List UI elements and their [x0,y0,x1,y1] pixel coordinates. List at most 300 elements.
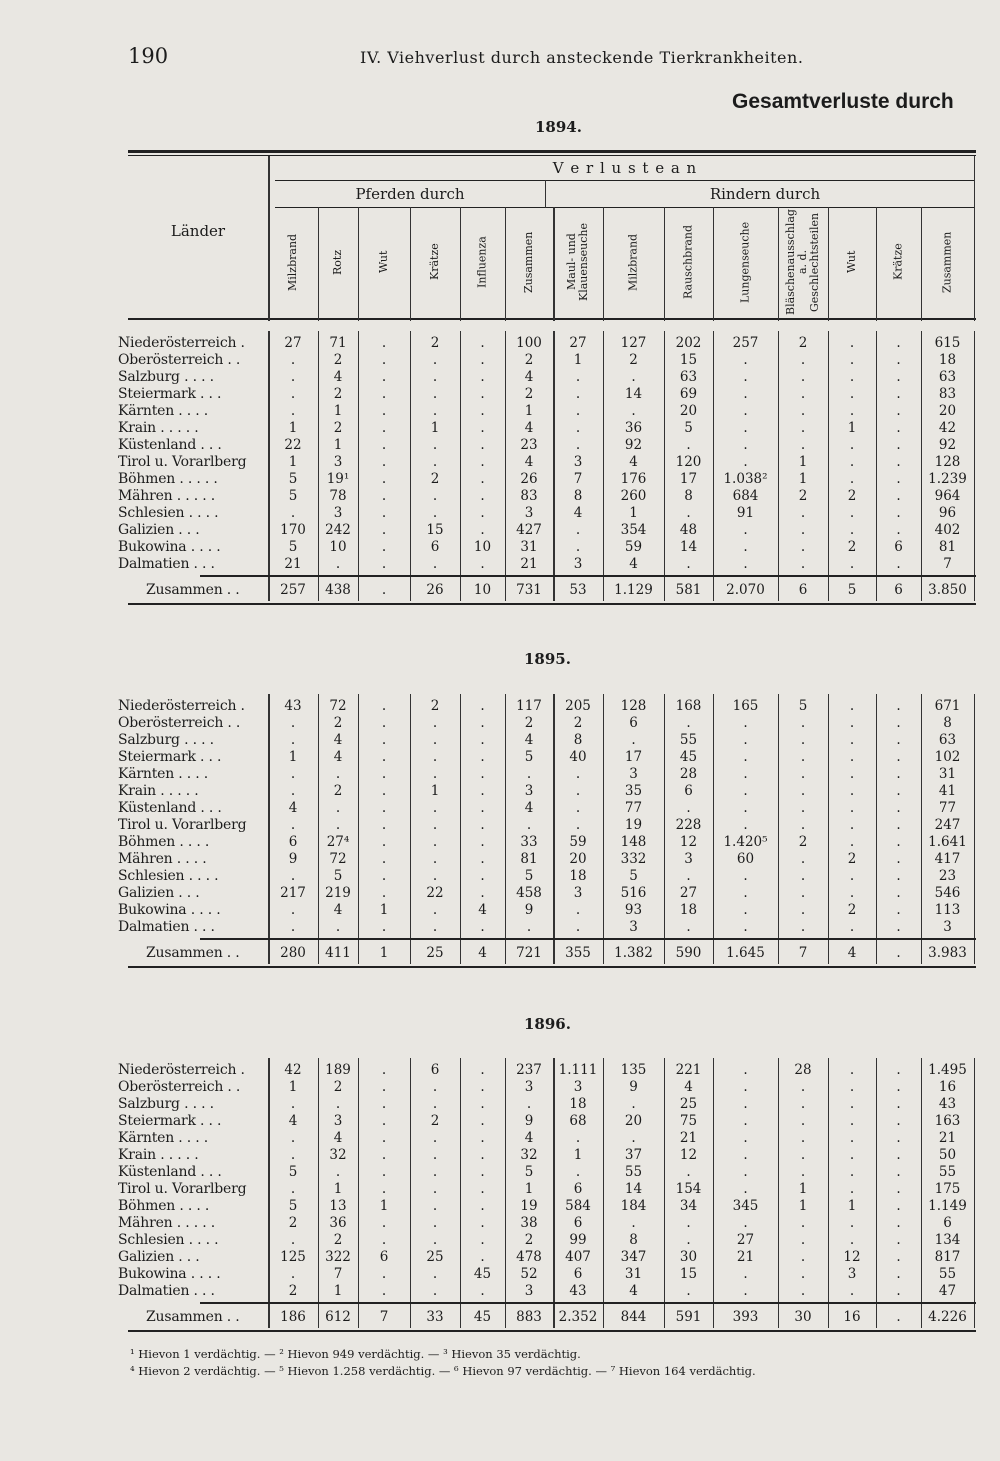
table-cell: 19 [520,1198,538,1214]
land-name: Oberösterreich . . [118,715,241,731]
land-name: Mähren . . . . [118,851,207,867]
table-cell: . [896,1130,901,1146]
table-cell: 16 [938,1079,957,1095]
land-name: Galizien . . . [118,1249,200,1265]
table-cell: 50 [938,1147,957,1163]
table-cell: 34 [679,1198,698,1214]
table-cell: 4 [288,800,298,816]
table-cell: . [480,1113,485,1129]
table-cell: 8 [629,1232,638,1248]
table-cell: . [575,522,581,538]
table-cell: 47 [938,1283,957,1299]
table-cell: 2 [430,1113,440,1129]
land-name: Tirol u. Vorarlberg [118,454,247,470]
table-cell: 189 [325,1062,351,1078]
land-name: Niederösterreich . [118,1062,245,1078]
table-cell: 127 [620,335,647,351]
table-cell: . [480,556,485,572]
table-cell: . [575,420,581,436]
total-cell: 6 [798,582,808,598]
column-header-4: Krätze [428,243,441,281]
table-cell: 6 [684,783,693,799]
table-row [0,335,1000,352]
table-cell: . [480,1164,485,1180]
table-cell: 9 [524,1113,534,1129]
table-cell: . [381,352,387,368]
land-name: Tirol u. Vorarlberg [118,817,247,833]
table-cell: 2 [573,715,583,731]
table-cell: 27⁴ [326,834,350,850]
table-cell: . [849,868,855,884]
table-cell: . [432,1147,438,1163]
column-header-9: Rauschbrand [681,224,695,300]
table-cell: . [575,919,581,935]
column-header-14: Zusammen [940,231,954,293]
table-cell: 23 [520,437,538,453]
table-cell: . [381,885,387,901]
table-cell: 10 [473,539,492,555]
table-cell: 516 [620,885,647,901]
table-cell: 8 [684,488,693,504]
table-cell: . [575,386,581,402]
table-cell: . [480,522,485,538]
table-cell: . [896,403,901,419]
table-cell: . [800,902,806,918]
header-divider-col-7 [603,207,604,321]
table-row [0,522,1000,539]
table-cell: 205 [565,698,591,714]
table-cell: 260 [620,488,647,504]
table-cell: 17 [679,471,698,487]
table-cell: . [575,783,581,799]
table-cell: 20 [569,851,587,867]
table-cell: . [290,369,296,385]
table-cell: 10 [329,539,347,555]
table-cell: 1 [798,454,808,470]
table-row [0,800,1000,817]
table-cell: . [290,817,296,833]
table-cell: . [743,1147,748,1163]
table-cell: . [800,1249,806,1265]
land-name: Krain . . . . . [118,783,199,799]
table-cell: 242 [325,522,351,538]
table-row [0,1215,1000,1232]
year-1894: 1894. [535,118,582,136]
total-cell: . [381,582,387,598]
table-cell: . [480,851,485,867]
table-cell: . [432,817,438,833]
table-cell: 35 [624,783,643,799]
table-cell: . [896,749,901,765]
table-cell: 42 [284,1062,302,1078]
table-row [0,1232,1000,1249]
table-cell: . [526,766,532,782]
table-cell: 354 [620,522,647,538]
table-cell: 5 [524,749,534,765]
table-cell: . [480,885,485,901]
table-cell: 4 [333,902,343,918]
table-cell: . [896,1181,901,1197]
table-cell: 55 [624,1164,643,1180]
table-cell: . [432,749,438,765]
table-cell: . [480,783,485,799]
total-label: Zusammen . . [146,582,240,598]
table-cell: 18 [938,352,957,368]
table-cell: . [896,868,901,884]
table-cell: 2 [288,1283,298,1299]
table-cell: 102 [934,749,961,765]
table-cell: . [575,766,581,782]
table-cell: . [743,885,748,901]
table-cell: . [896,505,901,521]
table-cell: 14 [624,386,643,402]
table-cell: 14 [679,539,698,555]
table-cell: . [480,868,485,884]
total-cell: 186 [280,1309,306,1325]
table-cell: 77 [624,800,643,816]
land-name: Tirol u. Vorarlberg [118,1181,247,1197]
table-cell: 163 [934,1113,961,1129]
table-cell: 3 [524,1283,534,1299]
table-cell: . [381,505,387,521]
block-bottom-rule [128,603,976,605]
total-label: Zusammen . . [146,945,240,961]
table-cell: . [381,471,387,487]
table-cell: . [381,698,387,714]
land-name: Krain . . . . . [118,420,199,436]
table-cell: . [686,1215,691,1231]
table-cell: . [743,732,748,748]
table-cell: . [849,1147,855,1163]
table-cell: . [743,1130,748,1146]
table-cell: 684 [732,488,759,504]
table-cell: . [896,783,901,799]
total-cell: 3.850 [928,582,967,598]
table-cell: . [849,1215,855,1231]
land-name: Galizien . . . [118,885,200,901]
total-cell: 3.983 [928,945,967,961]
table-cell: . [480,1232,485,1248]
table-cell: . [381,1062,387,1078]
table-cell: . [575,817,581,833]
table-cell: . [743,783,748,799]
table-cell: 5 [333,868,343,884]
table-cell: . [800,1079,806,1095]
table-cell: . [432,505,438,521]
table-cell: 21 [520,556,538,572]
table-cell: . [290,919,296,935]
table-cell: . [290,403,296,419]
table-cell: 5 [288,471,298,487]
table-cell: 1.420⁵ [723,834,768,850]
table-cell: . [290,902,296,918]
table-cell: 71 [329,335,347,351]
table-cell: . [432,732,438,748]
land-name: Dalmatien . . . [118,1283,215,1299]
table-cell: . [290,1232,296,1248]
table-cell: 30 [679,1249,698,1265]
total-cell: 33 [426,1309,444,1325]
table-cell: 5 [798,698,808,714]
table-cell: 175 [934,1181,961,1197]
table-cell: . [849,335,855,351]
table-cell: . [381,1266,387,1282]
table-cell: . [896,766,901,782]
table-cell: 28 [679,766,698,782]
table-cell: . [800,885,806,901]
table-cell: 3 [333,1113,343,1129]
table-cell: . [381,539,387,555]
table-cell: . [800,522,806,538]
table-row [0,1249,1000,1266]
land-name: Küstenland . . . [118,437,222,453]
total-cell: 591 [675,1309,702,1325]
table-cell: 2 [798,488,808,504]
land-name: Steiermark . . . [118,386,222,402]
table-row [0,505,1000,522]
land-name: Schlesien . . . . [118,505,219,521]
table-cell: . [631,403,636,419]
table-cell: 1 [333,1181,343,1197]
table-cell: 9 [629,1079,638,1095]
table-cell: . [896,1215,901,1231]
table-cell: . [335,817,341,833]
table-cell: . [432,800,438,816]
table-cell: . [896,817,901,833]
table-cell: 31 [520,539,538,555]
table-cell: 2 [798,335,808,351]
header-divider-col-10 [778,207,779,321]
table-cell: . [686,1164,691,1180]
table-cell: . [849,1283,855,1299]
table-cell: 3 [524,783,534,799]
table-cell: . [480,1215,485,1231]
total-cell: 438 [325,582,351,598]
table-cell: . [686,919,691,935]
table-cell: 257 [732,335,759,351]
table-cell: 28 [794,1062,812,1078]
total-cell: 280 [280,945,306,961]
table-cell: 1.239 [928,471,967,487]
table-cell: . [335,919,341,935]
table-cell: 128 [934,454,961,470]
table-cell: 6 [573,1181,583,1197]
table-cell: . [432,1215,438,1231]
header-divider-col-3 [410,207,411,321]
table-cell: 1 [379,902,389,918]
table-cell: 1.111 [558,1062,598,1078]
land-name: Oberösterreich . . [118,1079,241,1095]
table-cell: . [743,369,748,385]
table-cell: . [800,919,806,935]
table-cell: 27 [284,335,302,351]
table-cell: . [290,783,296,799]
table-cell: . [743,556,748,572]
table-row [0,454,1000,471]
table-cell: 93 [624,902,643,918]
table-cell: 176 [620,471,647,487]
table-cell: 2 [430,335,440,351]
header-divider-col-1 [318,207,319,321]
table-cell: 2 [333,1232,343,1248]
table-cell: 15 [426,522,444,538]
table-cell: 3 [943,919,952,935]
table-cell: . [686,556,691,572]
table-cell: . [849,698,855,714]
table-cell: 4 [524,369,534,385]
table-cell: 27 [679,885,698,901]
total-cell: 844 [620,1309,647,1325]
land-name: Niederösterreich . [118,335,245,351]
column-header-10: Lungenseuche [738,221,752,303]
table-cell: 100 [516,335,542,351]
column-header-8: Milzbrand [626,233,640,291]
table-cell: . [896,885,901,901]
table-cell: 1 [288,454,298,470]
table-row [0,369,1000,386]
table-cell: . [432,834,438,850]
table-cell: . [335,766,341,782]
table-cell: . [743,1181,748,1197]
table-cell: . [800,1113,806,1129]
table-cell: . [896,522,901,538]
table-cell: 5 [524,868,534,884]
land-name: Galizien . . . [118,522,200,538]
table-cell: . [896,732,901,748]
table-cell: 322 [325,1249,351,1265]
table-cell: 3 [629,919,638,935]
table-cell: 217 [280,885,306,901]
table-cell: 3 [333,505,343,521]
total-cell: 721 [516,945,542,961]
table-cell: . [896,1113,901,1129]
table-cell: . [896,1147,901,1163]
land-name: Böhmen . . . . . [118,471,218,487]
table-cell: . [290,732,296,748]
table-cell: . [290,1130,296,1146]
table-cell: . [480,1096,485,1112]
table-cell: 1 [573,352,583,368]
table-cell: 4 [478,902,487,918]
table-row [0,352,1000,369]
table-cell: . [432,1164,438,1180]
table-cell: 55 [938,1266,957,1282]
table-cell: 2 [847,488,857,504]
table-cell: . [381,403,387,419]
table-cell: 4 [629,556,638,572]
laender-header: Länder [170,222,226,240]
table-cell: . [526,919,532,935]
land-name: Salzburg . . . . [118,369,214,385]
table-cell: . [849,369,855,385]
table-cell: 6 [629,715,638,731]
land-name: Oberösterreich . . [118,352,241,368]
table-cell: 3 [847,1266,857,1282]
table-row [0,420,1000,437]
total-cell: 883 [516,1309,542,1325]
table-cell: 219 [325,885,351,901]
table-cell: 1 [847,1198,857,1214]
table-cell: 4 [629,454,638,470]
table-cell: . [896,902,901,918]
table-cell: . [290,715,296,731]
table-cell: 4 [524,800,534,816]
table-cell: 332 [620,851,647,867]
table-cell: . [800,1283,806,1299]
total-cell: 30 [794,1309,812,1325]
table-cell: 18 [569,868,587,884]
table-cell: . [800,766,806,782]
table-cell: . [686,1283,691,1299]
table-cell: . [686,868,691,884]
table-cell: . [849,919,855,935]
table-cell: . [381,919,387,935]
table-cell: . [896,851,901,867]
table-cell: 78 [329,488,347,504]
group-rule [275,207,975,208]
table-cell: 4 [629,1283,638,1299]
table-cell: 83 [520,488,538,504]
table-cell: . [849,800,855,816]
table-cell: . [686,505,691,521]
table-cell: . [480,1181,485,1197]
column-header-5: Influenza [475,236,489,288]
column-header-12: Wut [845,250,858,274]
table-cell: . [575,1130,581,1146]
table-cell: . [743,766,748,782]
table-cell: 1 [798,1198,808,1214]
table-cell: 3 [629,766,638,782]
total-cell: 1 [379,945,389,961]
rinder-group-header: Rindern durch [709,185,821,203]
table-cell: . [381,715,387,731]
table-cell: 407 [565,1249,591,1265]
total-cell: 257 [280,582,306,598]
table-cell: . [432,868,438,884]
table-cell: . [432,437,438,453]
table-cell: 55 [679,732,698,748]
table-cell: . [686,437,691,453]
header-rule-top-thin [128,155,976,156]
table-cell: 2 [430,698,440,714]
table-cell: . [800,1164,806,1180]
table-cell: . [743,386,748,402]
table-cell: 2 [524,1232,534,1248]
table-cell: . [480,749,485,765]
table-cell: . [381,488,387,504]
table-cell: 427 [516,522,542,538]
table-cell: 417 [934,851,961,867]
land-name: Bukowina . . . . [118,1266,221,1282]
land-name: Kärnten . . . . [118,403,209,419]
table-cell: . [896,1198,901,1214]
table-cell: 21 [938,1130,957,1146]
header-divider-col-9 [713,207,714,321]
table-cell: . [743,800,748,816]
table-cell: . [743,868,748,884]
total-cell: 5 [847,582,857,598]
table-cell: 1 [333,1283,343,1299]
table-cell: 1 [333,403,343,419]
table-cell: 92 [938,437,957,453]
table-row [0,868,1000,885]
table-row [0,1164,1000,1181]
table-cell: 7 [573,471,583,487]
table-cell: . [800,817,806,833]
table-cell: . [480,698,485,714]
table-cell: 75 [679,1113,698,1129]
table-cell: . [381,1283,387,1299]
